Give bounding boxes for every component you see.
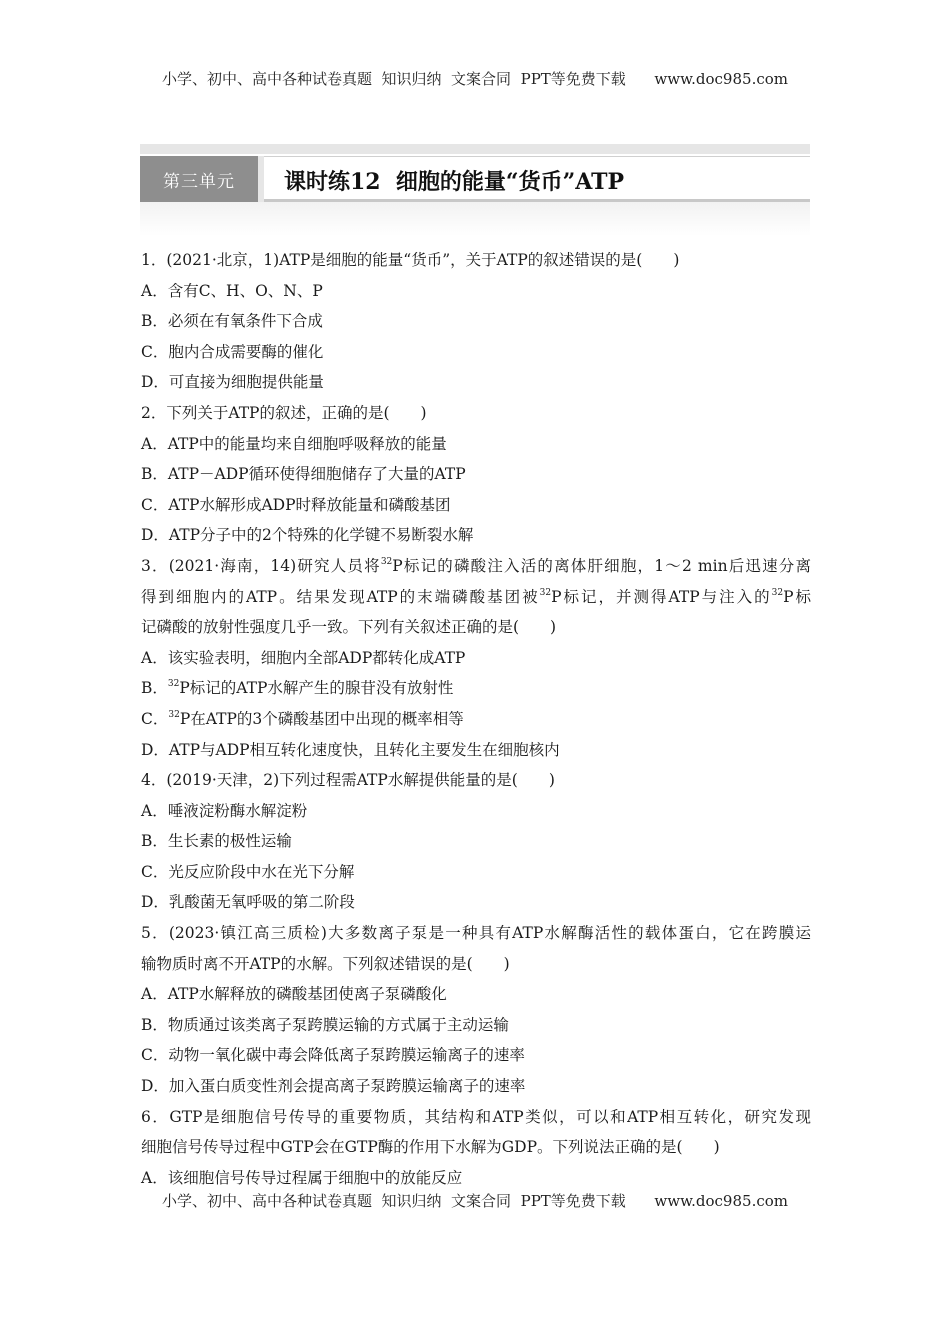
question-stem: 6．GTP是细胞信号传导的重要物质，其结构和ATP类似，可以和ATP相互转化，研究发现 xyxy=(141,1107,811,1126)
stem-text: 3．(2021·海南，14)研究人员将 xyxy=(141,556,381,575)
option: A．含有C、H、O、N、P xyxy=(141,281,323,300)
stem-text: P标 xyxy=(783,587,811,606)
option: B．物质通过该类离子泵跨膜运输的方式属于主动运输 xyxy=(141,1015,509,1034)
option-prefix: B． xyxy=(141,679,168,698)
question-stem xyxy=(141,551,811,582)
lesson-title-box xyxy=(264,156,810,202)
page-footer: 小学、初中、高中各种试卷真题 知识归纳 文案合同 PPT等免费下载 www.doc985.com xyxy=(161,1192,788,1210)
option: D．可直接为细胞提供能量 xyxy=(141,373,324,392)
option-text: P在ATP的3个磷酸基团中出现的概率相等 xyxy=(179,709,464,728)
superscript: 32 xyxy=(539,587,552,598)
stem-text: P标记的磷酸注入活的离体肝细胞，1～2 min后迅速分离 xyxy=(392,556,811,575)
stem-text: 得到细胞内的ATP。结果发现ATP的末端磷酸基团被 xyxy=(141,587,540,606)
lesson-title: 课时练12 细胞的能量“货币”ATP xyxy=(284,169,625,195)
option: C．胞内合成需要酶的催化 xyxy=(141,342,324,361)
superscript: 32 xyxy=(380,556,393,567)
option: C．动物一氧化碳中毒会降低离子泵跨膜运输离子的速率 xyxy=(141,1046,525,1065)
question-stem: 细胞信号传导过程中GTP会在GTP酶的作用下水解为GDP。下列说法正确的是( ) xyxy=(141,1138,720,1157)
unit-label: 第三单元 xyxy=(140,156,258,202)
option: D．ATP与ADP相互转化速度快，且转化主要发生在细胞核内 xyxy=(141,740,560,759)
option: B．ATP－ADP循环使得细胞储存了大量的ATP xyxy=(141,465,466,484)
question-stem: 1．(2021·北京，1)ATP是细胞的能量“货币”，关于ATP的叙述错误的是( ) xyxy=(141,251,680,269)
option: C．光反应阶段中水在光下分解 xyxy=(141,862,355,881)
question-list xyxy=(141,245,811,1193)
question-stem: 4．(2019·天津，2)下列过程需ATP水解提供能量的是( ) xyxy=(141,771,555,790)
option: A．该细胞信号传导过程属于细胞中的放能反应 xyxy=(141,1168,463,1187)
question-stem: 2．下列关于ATP的叙述，正确的是( ) xyxy=(141,403,427,422)
question-stem: 记磷酸的放射性强度几乎一致。下列有关叙述正确的是( ) xyxy=(141,618,557,637)
option-prefix: C． xyxy=(141,709,169,728)
question-stem: 输物质时离不开ATP的水解。下列叙述错误的是( ) xyxy=(141,954,510,973)
question-stem: 5．(2023·镇江高三质检)大多数离子泵是一种具有ATP水解酶活性的载体蛋白，它在跨膜运 xyxy=(141,924,811,943)
option: B．必须在有氧条件下合成 xyxy=(141,312,323,331)
option: A．该实验表明，细胞内全部ADP都转化成ATP xyxy=(141,648,466,667)
option xyxy=(141,673,811,704)
banner-top-strip xyxy=(140,144,810,154)
option-text: P标记的ATP水解产生的腺苷没有放射性 xyxy=(179,679,454,698)
stem-text: P标记，并测得ATP与注入的 xyxy=(551,587,772,606)
banner-shadow xyxy=(140,202,810,236)
option: B．生长素的极性运输 xyxy=(141,832,292,851)
option xyxy=(141,704,811,735)
option: A．ATP中的能量均来自细胞呼吸释放的能量 xyxy=(141,434,447,453)
option: D．ATP分子中的2个特殊的化学键不易断裂水解 xyxy=(141,526,474,545)
option: A．唾液淀粉酶水解淀粉 xyxy=(141,801,308,820)
page-header: 小学、初中、高中各种试卷真题 知识归纳 文案合同 PPT等免费下载 www.doc985.com xyxy=(161,70,788,88)
question-stem xyxy=(141,582,811,613)
option: C．ATP水解形成ADP时释放能量和磷酸基团 xyxy=(141,495,451,514)
lesson-banner xyxy=(140,144,810,236)
superscript: 32 xyxy=(771,587,784,598)
option: D．乳酸菌无氧呼吸的第二阶段 xyxy=(141,893,355,912)
option: D．加入蛋白质变性剂会提高离子泵跨膜运输离子的速率 xyxy=(141,1077,526,1096)
superscript: 32 xyxy=(168,709,180,720)
superscript: 32 xyxy=(167,679,180,690)
option: A．ATP水解释放的磷酸基团使离子泵磷酸化 xyxy=(141,985,447,1004)
